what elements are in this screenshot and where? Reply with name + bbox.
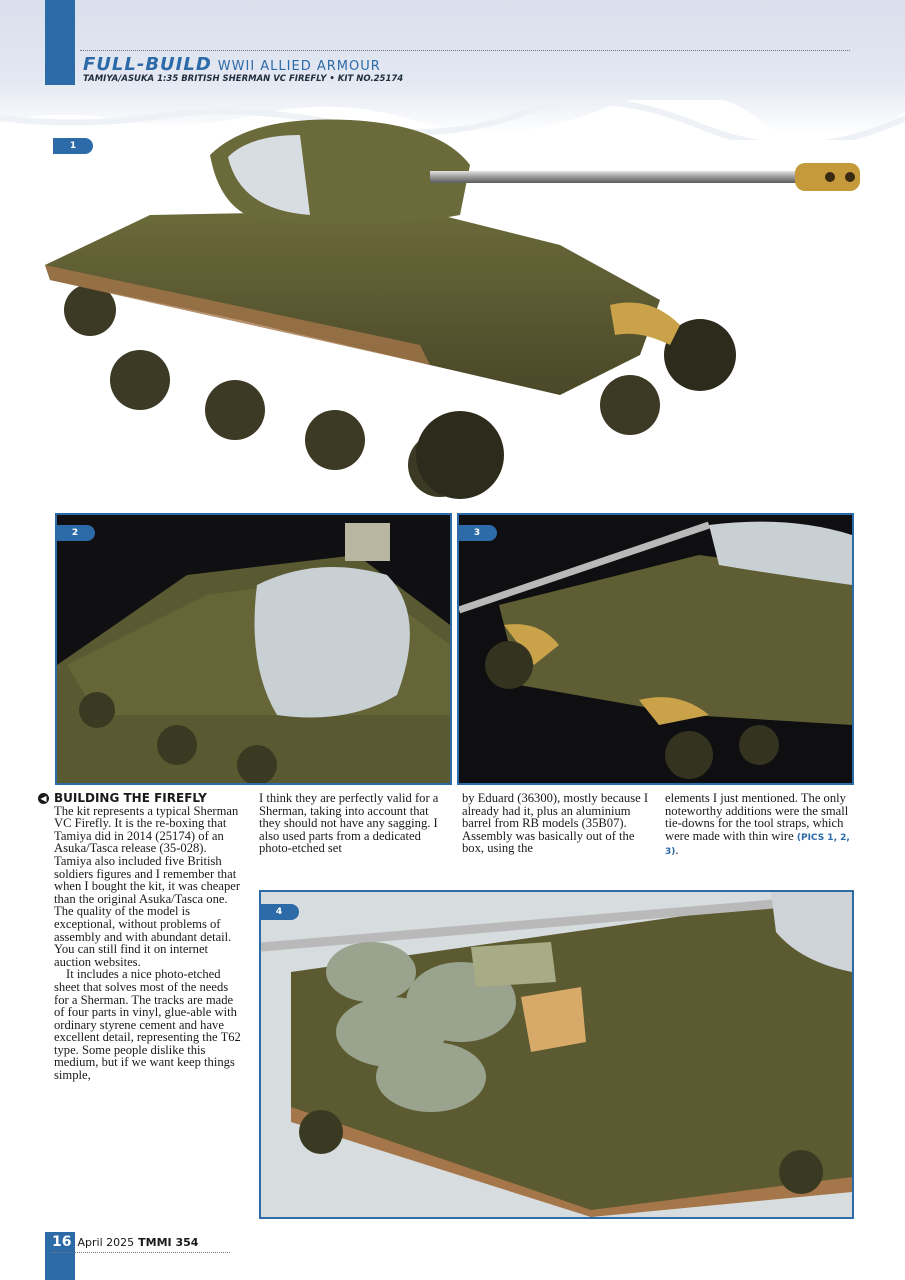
tank-illustration (0, 95, 905, 505)
header-divider (80, 50, 850, 51)
paragraph-3: I think they are perfectly valid for a Sherman, taking into account that they should not have any sagging. I also used parts from a dedicated photo-etched set (259, 791, 439, 856)
side-accent-bar (45, 0, 75, 85)
photo-number-3: 3 (457, 525, 497, 541)
magazine-issue: TMMI 354 (138, 1235, 199, 1249)
article-column-1 (40, 791, 244, 1083)
heading-text: BUILDING THE FIREFLY (54, 791, 207, 805)
tank-front-illustration (459, 515, 852, 783)
paragraph-5-end: . (675, 843, 679, 858)
photo-number-1: 1 (53, 138, 93, 154)
article-column-2 (259, 792, 453, 855)
paragraph-1: The kit represents a typical Sherman VC Firefly. It is the re-boxing that Tamiya did in 2014 (25174) of an Asuka/Tasca release (35-028). Tamiya also included five British soldiers figures and I remember that when I bought the kit, it was cheaper than the original Asuka/Tasca one. The quality of the model is exceptional, without problems of assembly and with abundant detail. You can still find it on internet auction websites. (54, 803, 241, 969)
paragraph-2: It includes a nice photo-etched sheet that solves most of the needs for a Sherman. The tracks are made of four parts in vinyl, glue-able with ordinary styrene cement and have excellent detail, representing the T62 type. Some people dislike this medium, but if we want keep things simple, (54, 967, 241, 1083)
tank-top-illustration (57, 515, 450, 783)
photo-1-tank (0, 95, 905, 505)
paragraph-5-text: elements I just mentioned. The only noteworthy additions were the small tie-downs for the tool straps, which were made with thin wire (665, 791, 849, 843)
article-heading (38, 792, 244, 805)
issue-date: April 2025 (77, 1235, 135, 1249)
paragraph-4: by Eduard (36300), mostly because I already had it, plus an aluminium barrel from RB models (35B07). Assembly was basically out of the box, using the (462, 791, 649, 856)
stowage-illustration (261, 892, 852, 1217)
article-column-4 (665, 792, 855, 859)
arrow-bullet-icon: ◀ (38, 793, 49, 804)
page-title (83, 54, 381, 75)
section-title: FULL-BUILD (83, 54, 212, 75)
pics-reference: (PICS 1, 2, 3) (665, 832, 850, 858)
photo-number-2: 2 (55, 525, 95, 541)
photo-number-4: 4 (259, 904, 299, 920)
article-column-3 (462, 792, 652, 855)
photo-3-tank-front (457, 513, 854, 785)
paragraph-5 (665, 792, 855, 859)
page-number: 16 (52, 1234, 72, 1250)
topic-title: WWII ALLIED ARMOUR (217, 59, 381, 74)
page-footer (52, 1234, 230, 1253)
photo-4-stowage (259, 890, 854, 1219)
kit-subtitle: TAMIYA/ASUKA 1:35 BRITISH SHERMAN VC FIREFLY • KIT NO.25174 (83, 74, 404, 84)
photo-2-tank-top (55, 513, 452, 785)
